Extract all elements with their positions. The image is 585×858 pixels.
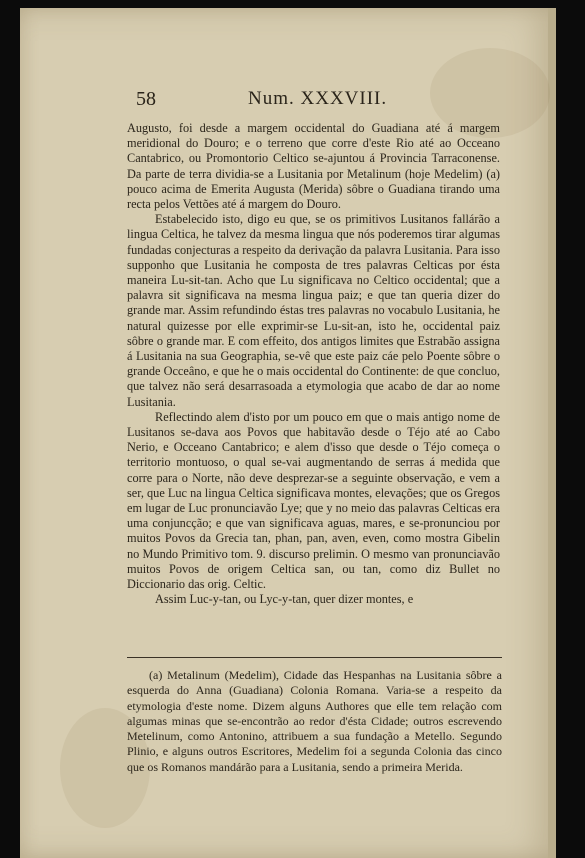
paragraph-2: Estabelecido isto, digo eu que, se os primitivos Lusitanos fallárão a lingua Celtica, he talvez da mesma lingua que nós poderemos tirar algumas fundadas conjecturas a respeito da derivação da palavra Lusitania. Para isso supponho que Lusitania he composta de tres palavras Celticas por ésta maneira Lu-sit-tan. Acho que Lu significava no Celtico occidental; que a palavra sit significava na mesma lingua paiz; e que tan queria dizer do grande mar. Assim refundindo éstas tres palavras no vocabulo Lusitania, he natural quizesse por elle exprimir-se Lu-sit-an, isto he, occidental paiz sôbre o grande mar. E com effeito, dos antigos limites que Estrabão assigna á Lusitania na sua Geographia, se-vê que este paiz cáe pelo Poente sôbre o grande Occeâno, e que he o mais occidental do Continente: de que concluo, que talvez não será desarrasoada a etymologia que acabo de dar ao nome Lusitania. xyxy=(127,212,500,409)
footnote-rule xyxy=(127,657,502,658)
paragraph-4: Assim Luc-y-tan, ou Lyc-y-tan, quer dizer montes, e xyxy=(155,592,414,607)
body-text xyxy=(127,121,500,608)
footnote-a: (a) Metalinum (Medelim), Cidade das Hespanhas na Lusitania sôbre a esquerda do Anna (Guadiana) Colonia Romana. Varia-se a respeito da etymologia d'este nome. Dizem alguns Authores que elle tem relação com algumas minas que se-encontrão ao redor d'ésta Cidade; outros escrevendo Metelinum, como Antonino, attribuem a sua fundação a Metello. Segundo Plinio, e alguns outros Escritores, Medelim foi a segunda Colonia das cinco que os Romanos mandárão para a Lusitania, sendo a primeira Merida. xyxy=(127,668,502,774)
running-title: Num. XXXVIII. xyxy=(248,88,388,109)
page-header xyxy=(0,88,536,118)
page-number: 58 xyxy=(136,88,156,110)
paragraph-3: Reflectindo alem d'isto por um pouco em que o mais antigo nome de Lusitanos se-dava aos Povos que habitavão desde o Téjo até ao Cabo Nerio, e Occeano Cantabrico; e alem d'isso que desde o Téjo começa o territorio montuoso, o qual se-vai augmentando de serras á medida que corre para o Norte, não deve desprezar-se a seguinte observação, e vem a ser, que Luc na lingua Celtica significava montes, elevações; que os Gregos em lugar de Luc pronunciavão Lye; que y no meio das palavras Celticas era uma conjuncção; e que van significava aguas, mares, e se-pronunciou por muitos Povos da Grecia tan, phan, pan, aven, even, como mostra Gibelin no Mundo Primitivo tom. 9. discurso prelimin. O mesmo van pronunciavão muitos Povos de origem Celtica san, ou tan, como diz Bullet no Diccionario das orig. Celtic. xyxy=(127,409,500,592)
paragraph-1: Augusto, foi desde a margem occidental do Guadiana até á margem meridional do Douro; e o terreno que corre d'este Rio até ao Occeano Cantabrico, ou Promontorio Celtico se-ajuntou á Provincia Tarraconense. Da parte de terra dividia-se a Lusitania por Metalinum (hoje Medelim) (a) pouco acima de Emerita Augusta (Merida) sôbre o Guadiana tirando uma recta pelos Vettões até á margem do Douro. xyxy=(127,121,500,212)
page-edge xyxy=(548,8,556,858)
footnotes xyxy=(127,668,502,775)
